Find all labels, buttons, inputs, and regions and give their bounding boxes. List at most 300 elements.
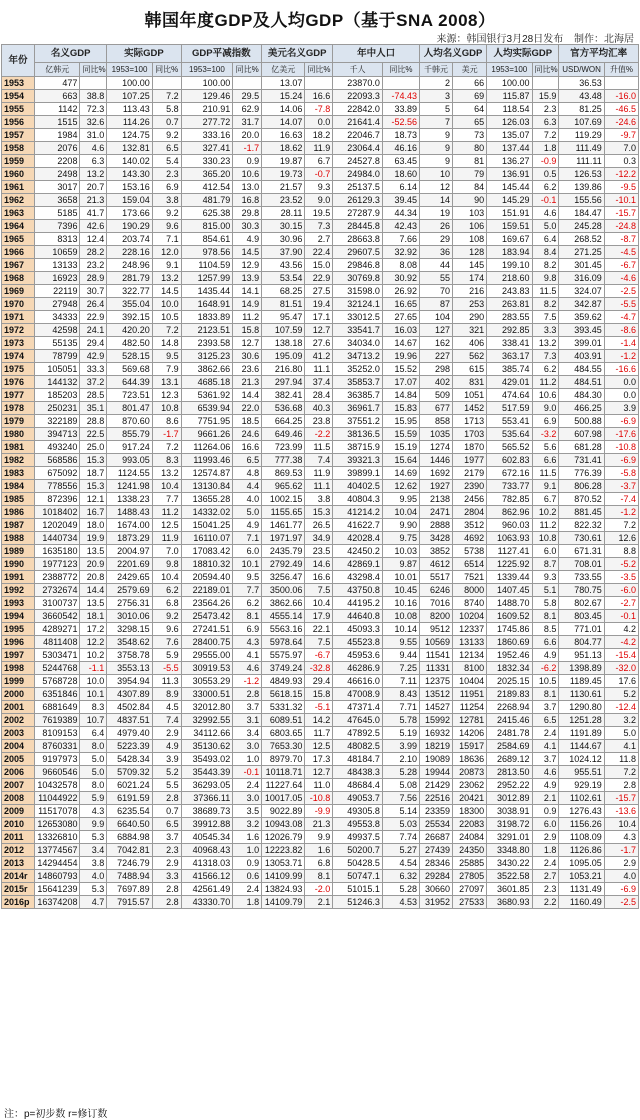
source-text: 来源：韩国银行3月28日发布 [436,34,564,45]
table-cell: 15.3 [80,454,107,467]
table-cell: 23.6 [233,363,262,376]
table-cell: -32.8 [305,662,333,675]
table-cell: 19.9 [80,532,107,545]
table-cell: 6021.24 [107,779,152,792]
table-cell: 7653.30 [262,740,305,753]
year-cell: 1977 [2,389,35,402]
table-cell: 43.56 [262,259,305,272]
table-cell: 50747.1 [333,870,383,883]
table-cell: 474.64 [487,389,532,402]
table-row [2,207,639,220]
table-cell: 870.52 [559,493,604,506]
table-cell: 30660 [420,883,453,896]
table-cell: 1713 [453,415,487,428]
table-cell: 78799 [35,350,80,363]
table-row [2,545,639,558]
table-row [2,350,639,363]
table-cell: 11.5 [305,441,333,454]
header-group-row [2,45,639,63]
table-cell: 6.8 [152,597,181,610]
table-cell: 14206 [453,727,487,740]
year-cell: 1957 [2,129,35,142]
table-cell: 517.59 [487,402,532,415]
table-cell: 10.5 [152,311,181,324]
table-cell: -7.4 [604,493,638,506]
table-cell: 53.54 [262,272,305,285]
table-cell: 28.9 [80,272,107,285]
table-cell: 4.0 [80,870,107,883]
table-cell: 22.4 [305,246,333,259]
table-cell: 14.2 [305,714,333,727]
table-cell: 802.67 [559,597,604,610]
year-cell: 1965 [2,233,35,246]
table-cell: 2.9 [532,831,559,844]
table-cell: 6.9 [233,623,262,636]
table-cell: -24.8 [604,220,638,233]
table-cell: 365.20 [181,168,233,181]
table-cell: 2138 [420,493,453,506]
table-cell: 10.14 [382,623,419,636]
table-cell: 466.25 [559,402,604,415]
table-cell: 1202049 [35,519,80,532]
table-cell: 30.7 [80,285,107,298]
table-cell: 19944 [420,766,453,779]
table-row [2,428,639,441]
table-cell: 5223.39 [107,740,152,753]
table-cell: 5.0 [604,727,638,740]
table-cell: 2076 [35,142,80,155]
table-cell: 20594.40 [181,571,233,584]
table-cell: 17.2 [80,623,107,636]
table-cell: 203.74 [107,233,152,246]
table-cell: 32.92 [382,246,419,259]
table-cell: 7.3 [532,350,559,363]
table-cell: 22.9 [305,272,333,285]
table-cell: 4.3 [80,805,107,818]
table-cell: 263.81 [487,298,532,311]
table-cell: 17.3 [305,753,333,766]
table-cell: 7016 [420,597,453,610]
year-cell: 1962 [2,194,35,207]
year-cell: 2002 [2,714,35,727]
table-cell: 1609.52 [487,610,532,623]
table-cell: 13655.28 [181,493,233,506]
table-cell: 16.6 [305,571,333,584]
table-cell: 14294454 [35,857,80,870]
table-cell: 16932 [420,727,453,740]
year-cell: 2007 [2,779,35,792]
table-cell: 5.8 [152,103,181,116]
table-cell: 25534 [420,818,453,831]
table-row [2,792,639,805]
table-cell: 6235.54 [107,805,152,818]
table-cell: 13.5 [80,597,107,610]
table-cell: 2952.22 [487,779,532,792]
table-cell: 359.62 [559,311,604,324]
table-cell: 3.4 [233,727,262,740]
table-cell: 11.7 [305,727,333,740]
table-row [2,480,639,493]
table-cell: -6.9 [604,415,638,428]
table-cell: 6089.51 [262,714,305,727]
table-cell: 155.56 [559,194,604,207]
table-row [2,493,639,506]
table-cell: 1446 [420,454,453,467]
table-cell: 40968.43 [181,844,233,857]
table-cell: 2.3 [152,844,181,857]
table-cell: 568586 [35,454,80,467]
table-row [2,766,639,779]
table-cell: 12337 [453,623,487,636]
table-cell: 7.3 [305,220,333,233]
table-cell: -15.4 [604,649,638,662]
table-cell: 7.11 [382,675,419,688]
table-cell: -0.9 [532,155,559,168]
table-cell: 9.3 [532,571,559,584]
table-cell: 10.01 [382,571,419,584]
table-cell: 1703 [453,428,487,441]
table-cell: 1225.92 [487,558,532,571]
year-cell: 2005 [2,753,35,766]
table-cell: 32012.80 [181,701,233,714]
table-cell: 39.45 [382,194,419,207]
table-cell: 43.48 [559,90,604,103]
table-cell: 1440734 [35,532,80,545]
sub-header: 1953=100 [107,63,152,77]
table-cell: 1692 [420,467,453,480]
table-cell: 11.1 [305,480,333,493]
table-cell: 111.49 [559,142,604,155]
table-cell: 10.4 [305,597,333,610]
year-cell: 1968 [2,272,35,285]
table-cell: 49937.5 [333,831,383,844]
table-cell: 107.69 [559,116,604,129]
table-row [2,415,639,428]
table-cell: 6.7 [532,493,559,506]
table-cell: 7.7 [152,493,181,506]
table-cell: 14.84 [382,389,419,402]
year-cell: 1997 [2,649,35,662]
year-cell: 1982 [2,454,35,467]
table-cell: 14.5 [233,246,262,259]
table-cell: 322189 [35,415,80,428]
year-cell: 2012 [2,844,35,857]
table-cell: 5.03 [382,818,419,831]
table-cell: 7.5 [305,584,333,597]
table-cell: 2.3 [532,103,559,116]
table-cell: 5.3 [80,831,107,844]
table-cell: 322.77 [107,285,152,298]
table-cell: 15.9 [532,90,559,103]
table-cell: 5.9 [80,792,107,805]
table-cell: 9.95 [382,493,419,506]
table-cell: -1.7 [604,844,638,857]
table-cell: 1002.15 [262,493,305,506]
table-cell: 29846.8 [333,259,383,272]
table-cell: 644.39 [107,376,152,389]
table-cell: -6.7 [604,259,638,272]
table-cell: 21.3 [305,818,333,831]
table-cell: 1124.55 [107,467,152,480]
table-cell: 607.98 [559,428,604,441]
table-cell: 50428.5 [333,857,383,870]
sub-header: 千韩元 [420,63,453,77]
table-cell: 129.46 [181,90,233,103]
table-cell: 292.85 [487,324,532,337]
table-cell: 9.9 [305,831,333,844]
table-cell: 22516 [420,792,453,805]
table-cell: 2025.15 [487,675,532,688]
group-header: GDP平减指数 [181,45,262,63]
table-cell: 6.4 [80,727,107,740]
table-cell: 19089 [420,753,453,766]
table-row [2,740,639,753]
sub-header: 亿美元 [262,63,305,77]
table-cell: 18810.32 [181,558,233,571]
table-cell: 3.2 [233,818,262,831]
table-cell: 2388772 [35,571,80,584]
table-cell: 23062 [453,779,487,792]
table-cell: 324.07 [559,285,604,298]
table-cell: 36961.7 [333,402,383,415]
table-cell: 4.4 [233,480,262,493]
table-cell: 3 [420,90,453,103]
table-cell: -3.7 [604,480,638,493]
year-cell: 1961 [2,181,35,194]
table-cell: 34713.2 [333,350,383,363]
table-cell: 46286.9 [333,662,383,675]
table-cell: 68.25 [262,285,305,298]
table-cell: 245.28 [559,220,604,233]
table-cell: 5331.32 [262,701,305,714]
table-row [2,571,639,584]
table-cell: -8.7 [604,233,638,246]
table-cell: 3749.24 [262,662,305,675]
table-cell: 5.0 [80,753,107,766]
table-cell: 675092 [35,467,80,480]
table-cell: 183.94 [487,246,532,259]
table-cell: 10118.71 [262,766,305,779]
table-cell: 7619389 [35,714,80,727]
table-row [2,454,639,467]
table-cell: 12.3 [152,389,181,402]
table-cell: 45953.6 [333,649,383,662]
table-cell: 854.61 [181,233,233,246]
sub-header: 1953=100 [181,63,233,77]
table-cell: 855.79 [107,428,152,441]
table-cell: 66 [453,77,487,90]
table-cell: 4289271 [35,623,80,636]
table-cell: 17.9 [305,610,333,623]
table-row [2,129,639,142]
table-row [2,779,639,792]
table-cell: 64 [453,103,487,116]
table-cell: 5244768 [35,662,80,675]
table-cell: 12.4 [80,233,107,246]
table-cell: 124.75 [107,129,152,142]
table-cell: 55135 [35,337,80,350]
table-row [2,701,639,714]
table-cell: 2123.51 [181,324,233,337]
table-cell: 6191.59 [107,792,152,805]
table-cell: 481.79 [181,194,233,207]
table-cell: 3758.78 [107,649,152,662]
table-cell: 14.06 [262,103,305,116]
table-cell: 31598.0 [333,285,383,298]
table-cell: 15.52 [382,363,419,376]
table-cell: 1241.98 [107,480,152,493]
table-cell: 2498 [35,168,80,181]
table-cell: 24350 [453,844,487,857]
table-cell: 7.0 [604,142,638,155]
table-cell: -2.7 [604,597,638,610]
table-cell: 7488.94 [107,870,152,883]
table-cell: 18636 [453,753,487,766]
table-cell: 10.45 [382,584,419,597]
table-cell: 0.9 [233,155,262,168]
table-cell: 268.52 [559,233,604,246]
table-row [2,337,639,350]
sub-header: 同比% [233,63,262,77]
table-cell: 25137.5 [333,181,383,194]
table-cell: 8.0 [80,779,107,792]
table-cell: 33.3 [80,363,107,376]
table-cell: 11.9 [305,467,333,480]
table-cell: 12.9 [233,259,262,272]
table-cell: 2.9 [152,857,181,870]
table-cell: 1104.59 [181,259,233,272]
table-cell: 535.64 [487,428,532,441]
table-cell: 12.1 [80,493,107,506]
table-cell: 509 [420,389,453,402]
year-cell: 1990 [2,558,35,571]
table-cell: 9.6 [152,220,181,233]
table-cell: 35130.62 [181,740,233,753]
table-cell: 16.65 [382,298,419,311]
table-cell: 3.3 [152,870,181,883]
table-cell: 22.0 [233,402,262,415]
table-cell: 26687 [420,831,453,844]
table-cell: 7.4 [152,714,181,727]
table-cell: 15.59 [382,428,419,441]
table-cell: 15641239 [35,883,80,896]
table-cell: 723.99 [262,441,305,454]
table-cell: 8100 [453,662,487,675]
table-cell: 1130.61 [559,688,604,701]
table-cell: 11.1 [305,363,333,376]
table-cell: 7697.89 [107,883,152,896]
table-cell: -4.6 [604,272,638,285]
table-cell: 43298.4 [333,571,383,584]
table-cell: -5.8 [604,467,638,480]
table-cell: 3.1 [233,714,262,727]
table-cell: 862.96 [487,506,532,519]
table-cell: 15.8 [305,688,333,701]
table-cell: 6.9 [532,415,559,428]
table-cell: 15.3 [80,480,107,493]
table-cell: 569.68 [107,363,152,376]
table-cell: 10.4 [152,480,181,493]
table-cell: 2888 [420,519,453,532]
table-cell: 338.41 [487,337,532,350]
table-cell: 6.9 [152,181,181,194]
table-cell: 1191.89 [559,727,604,740]
table-cell: 28445.8 [333,220,383,233]
table-row [2,558,639,571]
table-cell: 804.77 [559,636,604,649]
table-cell: 5.78 [382,714,419,727]
table-cell: -6.9 [604,883,638,896]
table-cell: 484.55 [559,363,604,376]
table-cell: 402 [420,376,453,389]
table-cell: 1407.45 [487,584,532,597]
table-row [2,896,639,909]
gdp-table [1,44,639,909]
table-cell: 3298.15 [107,623,152,636]
table-cell: 8.4 [532,246,559,259]
table-cell: 23.2 [80,259,107,272]
table-cell [305,77,333,90]
table-cell: 11.0 [305,779,333,792]
table-cell: 11.8 [604,753,638,766]
table-cell: 17083.42 [181,545,233,558]
table-cell: 1.8 [233,896,262,909]
table-cell: 162 [420,337,453,350]
table-cell: 10.6 [532,389,559,402]
table-cell: 13133 [453,636,487,649]
table-cell: -4.5 [604,246,638,259]
table-row [2,844,639,857]
table-cell: 22046.7 [333,129,383,142]
table-cell: 7.1 [152,233,181,246]
table-cell: 0.6 [233,870,262,883]
table-cell: 13326810 [35,831,80,844]
table-cell: 3500.06 [262,584,305,597]
year-cell: 1985 [2,493,35,506]
table-cell: 2.8 [152,792,181,805]
table-cell: 48684.4 [333,779,383,792]
table-cell: 3553.13 [107,662,152,675]
table-cell: -5.1 [305,701,333,714]
table-cell: 1870 [453,441,487,454]
table-cell: -5.5 [604,298,638,311]
table-row [2,727,639,740]
table-cell: 45093.3 [333,623,383,636]
table-cell: 143.30 [107,168,152,181]
table-cell: -46.5 [604,103,638,116]
table-cell: 955.51 [559,766,604,779]
table-cell: 6.7 [305,155,333,168]
table-cell: -6.9 [604,454,638,467]
table-cell: 9.44 [382,649,419,662]
table-cell: 12781 [453,714,487,727]
table-cell: 13.0 [233,181,262,194]
table-row [2,688,639,701]
table-cell: 1126.86 [559,844,604,857]
table-cell: 2.9 [604,857,638,870]
table-cell: 1257.99 [181,272,233,285]
table-cell: 43330.70 [181,896,233,909]
table-cell: 482.50 [107,337,152,350]
table-cell: 782.85 [487,493,532,506]
table-cell: 1952.46 [487,649,532,662]
table-cell: 15.0 [305,259,333,272]
table-cell: -1.4 [604,337,638,350]
table-row [2,90,639,103]
table-cell: 6539.94 [181,402,233,415]
table-cell: 1251.28 [559,714,604,727]
table-cell: -13.6 [604,805,638,818]
